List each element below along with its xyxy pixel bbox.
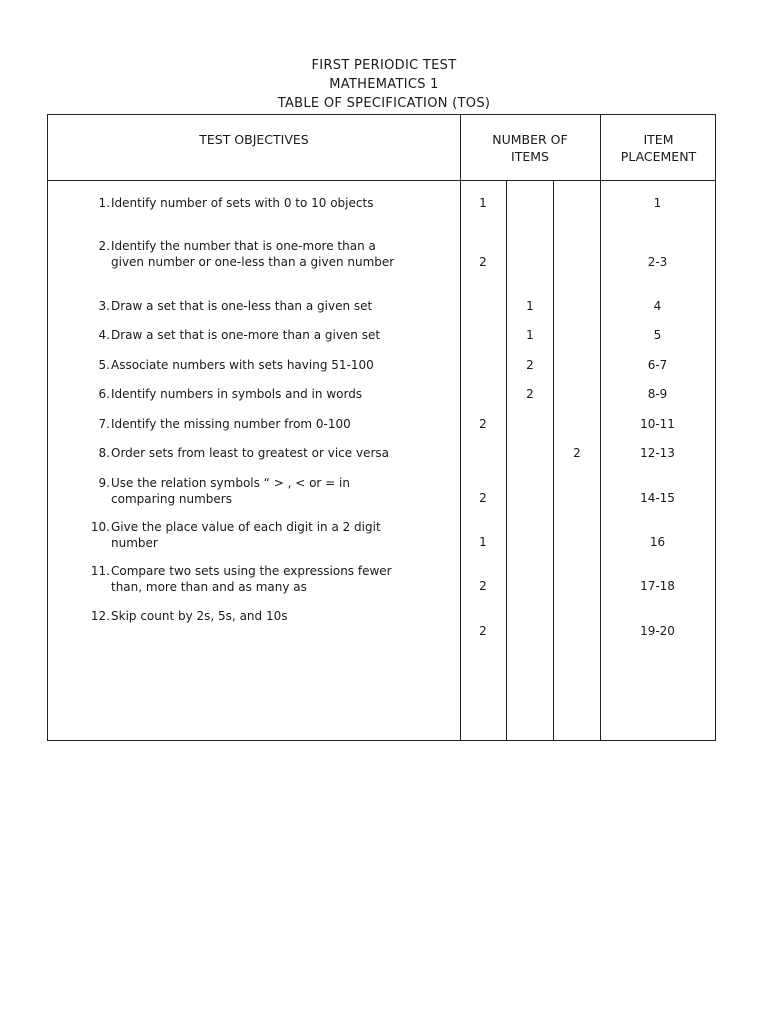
objective-number: 6. [98,387,110,401]
item-placement-cell: 19-20 [640,624,675,638]
items-count-cell: 1 [479,196,487,210]
items-count-cell: 2 [479,579,487,593]
tos-table [47,114,716,741]
objective-row [88,476,458,507]
objective-row [88,196,458,212]
objective-text: Compare two sets using the expressions fewer than, more than and as many as [111,564,392,594]
objective-text: Associate numbers with sets having 51-100 [111,358,374,372]
header-test-objectives: TEST OBJECTIVES [199,132,309,147]
objective-row [88,239,458,270]
item-placement-cell: 10-11 [640,417,675,431]
items-count-cell: 1 [526,328,534,342]
objective-text: Draw a set that is one-more than a given set [111,328,381,342]
objective-number: 10. [90,520,110,534]
objective-number: 5. [98,358,110,372]
items-count-cell: 2 [526,358,534,372]
objective-number: 3. [98,299,110,313]
objective-text: Draw a set that is one-less than a given set [111,299,373,313]
objective-number: 8. [98,446,110,460]
objective-row [88,299,458,315]
objective-number: 1. [98,196,110,210]
header-item-placement [600,131,717,165]
objective-number: 9. [98,476,110,490]
items-count-cell: 2 [479,491,487,505]
item-placement-cell: 5 [653,328,662,342]
header-number-of-items-line1: NUMBER OF [492,132,568,147]
objective-row [88,417,458,433]
items-count-cell: 2 [479,624,487,638]
items-count-cell: 2 [479,255,487,269]
objective-text: Skip count by 2s, 5s, and 10s [111,609,288,623]
objective-number: 12. [90,609,110,623]
header-item-placement-line1: ITEM [643,132,674,147]
objective-row [88,387,458,403]
objective-row [88,609,458,625]
items-count-cell: 2 [573,446,581,460]
item-placement-cell: 2-3 [647,255,668,269]
items-count-cell: 2 [479,417,487,431]
item-placement-cell: 6-7 [647,358,668,372]
objective-text: Order sets from least to greatest or vice versa [111,446,389,460]
items-count-cell: 1 [479,535,487,549]
objective-text: Identify the missing number from 0-100 [111,417,351,431]
document-title [0,56,768,113]
objective-number: 11. [90,564,110,578]
item-placement-cell: 17-18 [640,579,675,593]
objective-number: 2. [98,239,110,253]
objective-row [88,446,458,462]
title-line-2: MATHEMATICS 1 [329,77,439,92]
objective-number: 7. [98,417,110,431]
item-placement-cell: 8-9 [647,387,668,401]
title-line-3: TABLE OF SPECIFICATION (TOS) [277,96,491,111]
objective-row [88,328,458,344]
objective-row [88,564,458,595]
header-number-of-items [460,131,600,165]
objective-row [88,520,458,551]
header-item-placement-line2: PLACEMENT [620,149,697,164]
header-divider [48,180,715,181]
header-number-of-items-line2: ITEMS [511,149,549,164]
objective-text: Identify the number that is one-more than a given number or one-less than a given number [111,239,395,269]
objective-number: 4. [98,328,110,342]
subcolumn-divider [506,180,507,740]
items-count-cell: 1 [526,299,534,313]
item-placement-cell: 12-13 [640,446,675,460]
item-placement-cell: 14-15 [640,491,675,505]
objective-text: Give the place value of each digit in a 2 digit number [111,520,381,550]
objective-row [88,358,458,374]
title-line-1: FIRST PERIODIC TEST [311,58,457,73]
objective-text: Identify number of sets with 0 to 10 objects [111,196,374,210]
item-placement-cell: 1 [653,196,662,210]
items-count-cell: 2 [526,387,534,401]
objective-text: Use the relation symbols “ > , < or = in comparing numbers [111,476,350,506]
item-placement-cell: 16 [649,535,666,549]
item-placement-cell: 4 [653,299,662,313]
objective-text: Identify numbers in symbols and in words [111,387,363,401]
